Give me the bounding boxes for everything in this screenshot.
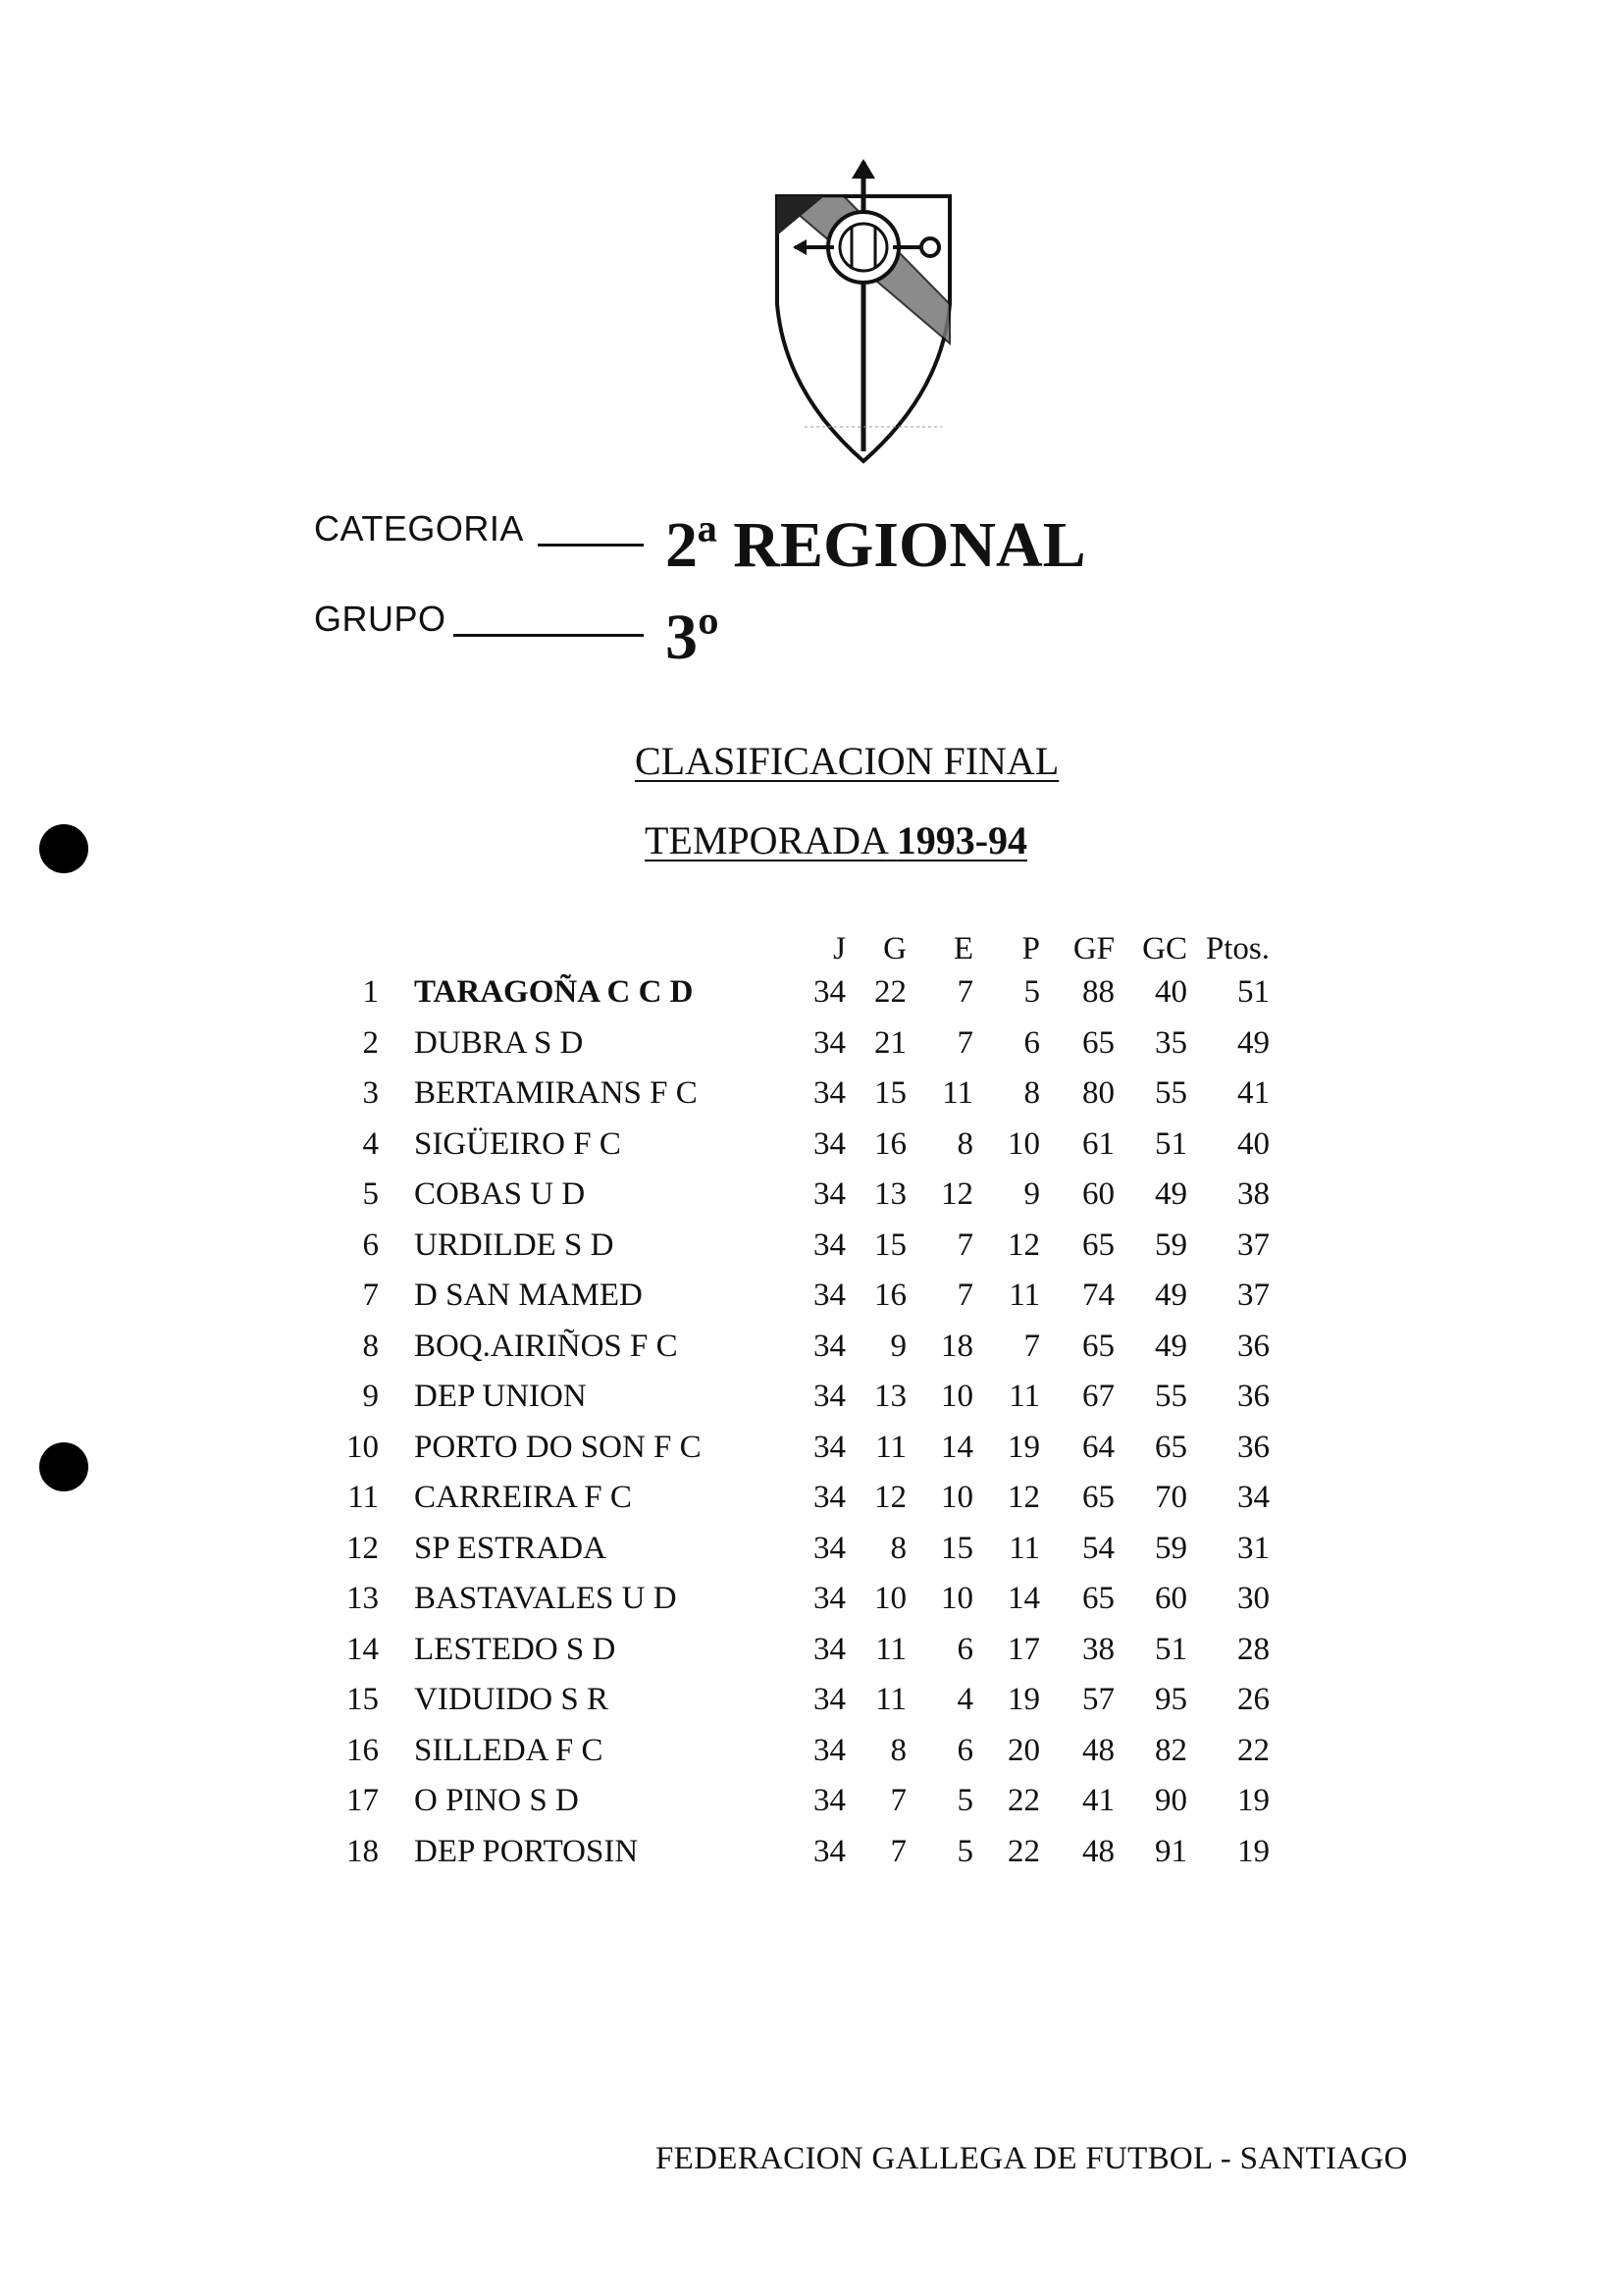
cell-pos: 4 [362,1125,379,1162]
table-row [324,1473,1270,1524]
cell-gc: 55 [1155,1379,1187,1415]
header-team [379,922,787,967]
cell-gc: 51 [1155,1125,1187,1162]
cell-e: 6 [957,1732,973,1768]
cell-team: CARREIRA F C [414,1480,632,1516]
season-heading [645,817,1027,863]
cell-pos: 18 [346,1833,379,1869]
cell-j: 34 [813,1530,846,1566]
cell-e: 8 [957,1125,973,1162]
table-row [324,1726,1270,1777]
table-row [324,1170,1270,1221]
cell-gc: 40 [1155,974,1187,1011]
cell-j: 34 [813,1833,846,1869]
cell-pos: 2 [362,1024,379,1061]
cell-j: 34 [813,1328,846,1364]
cell-gf: 67 [1082,1379,1115,1415]
cell-j: 34 [813,1024,846,1061]
cell-pts: 34 [1237,1480,1270,1516]
cell-j: 34 [813,1075,846,1112]
cell-gc: 91 [1155,1833,1187,1869]
cell-pos: 11 [347,1480,379,1516]
cell-p: 11 [1009,1530,1040,1566]
standings-body [324,967,1270,1877]
cell-p: 22 [1008,1833,1040,1869]
cell-pts: 19 [1237,1783,1270,1819]
cell-g: 13 [874,1379,907,1415]
cell-team: DEP PORTOSIN [414,1833,639,1869]
cell-g: 7 [890,1833,907,1869]
cell-e: 10 [941,1581,973,1617]
standings-table [324,922,1270,1877]
table-row [324,1221,1270,1272]
cell-pos: 17 [346,1783,379,1819]
table-row [324,1524,1270,1575]
cell-g: 7 [890,1783,907,1819]
cell-pts: 51 [1237,974,1270,1011]
header-p: P [1021,931,1040,966]
header-e: E [953,931,973,966]
cell-e: 7 [957,1024,973,1061]
cell-g: 16 [874,1278,907,1314]
cell-gf: 80 [1082,1075,1115,1112]
cell-j: 34 [813,1581,846,1617]
cell-gf: 60 [1082,1176,1115,1213]
cell-team: LESTEDO S D [414,1631,616,1667]
punch-hole-bottom [39,1442,88,1491]
header-pts: Ptos. [1205,931,1270,966]
cell-team: SILLEDA F C [414,1732,603,1768]
cell-pts: 31 [1237,1530,1270,1566]
cell-j: 34 [813,1682,846,1718]
table-header-row [324,922,1270,967]
cell-p: 20 [1008,1732,1040,1768]
cell-pos: 3 [362,1075,379,1112]
cell-e: 4 [957,1682,973,1718]
table-row [324,1625,1270,1676]
header-g: G [883,931,907,966]
cell-e: 12 [941,1176,973,1213]
cell-e: 6 [957,1631,973,1667]
cell-team: BASTAVALES U D [414,1581,677,1617]
table-row [324,1322,1270,1373]
punch-hole-top [39,824,88,873]
cell-p: 9 [1023,1176,1040,1213]
cell-pts: 37 [1237,1278,1270,1314]
cell-p: 10 [1008,1125,1040,1162]
cell-team: PORTO DO SON F C [414,1429,702,1465]
cell-gc: 55 [1155,1075,1187,1112]
footer-text: FEDERACION GALLEGA DE FUTBOL - SANTIAGO [655,2141,1408,2176]
cell-gc: 35 [1155,1024,1187,1061]
cell-pts: 26 [1237,1682,1270,1718]
cell-g: 22 [874,974,907,1011]
table-row [324,967,1270,1018]
cell-g: 11 [875,1631,907,1667]
cell-e: 10 [941,1480,973,1516]
cell-j: 34 [813,1379,846,1415]
cell-gf: 65 [1082,1480,1115,1516]
cell-pts: 36 [1237,1429,1270,1465]
cell-gf: 48 [1082,1732,1115,1768]
cell-pos: 9 [362,1379,379,1415]
cell-gc: 51 [1155,1631,1187,1667]
federation-crest-logo [765,157,962,471]
table-row [324,1827,1270,1878]
table-row [324,1120,1270,1171]
cell-g: 16 [874,1125,907,1162]
cell-gf: 74 [1082,1278,1115,1314]
cell-pos: 13 [346,1581,379,1617]
table-row [324,1675,1270,1726]
cell-gc: 49 [1155,1278,1187,1314]
cell-pts: 37 [1237,1226,1270,1263]
cell-pos: 12 [346,1530,379,1566]
cell-p: 11 [1009,1278,1040,1314]
cell-pos: 16 [346,1732,379,1768]
table-row [324,1574,1270,1625]
cell-j: 34 [813,1278,846,1314]
cell-gc: 59 [1155,1226,1187,1263]
cell-gc: 59 [1155,1530,1187,1566]
cell-pts: 28 [1237,1631,1270,1667]
table-row [324,1776,1270,1827]
cell-team: D SAN MAMED [414,1278,643,1314]
categoria-label: CATEGORIA [314,508,524,548]
cell-g: 12 [874,1480,907,1516]
cell-p: 22 [1008,1783,1040,1819]
cell-e: 7 [957,1226,973,1263]
grupo-rule [453,634,644,637]
cell-team: VIDUIDO S R [414,1682,608,1718]
cell-j: 34 [813,1783,846,1819]
cell-pos: 7 [362,1278,379,1314]
header-gf: GF [1072,931,1115,966]
table-row [324,1018,1270,1070]
cell-pts: 22 [1237,1732,1270,1768]
cell-pts: 36 [1237,1328,1270,1364]
season-value: 1993-94 [896,818,1028,862]
cell-p: 12 [1008,1226,1040,1263]
cell-gf: 38 [1082,1631,1115,1667]
cell-gf: 54 [1082,1530,1115,1566]
cell-pts: 30 [1237,1581,1270,1617]
cell-gc: 60 [1155,1581,1187,1617]
cell-team: URDILDE S D [414,1226,614,1263]
cell-g: 15 [874,1075,907,1112]
table-row [324,1423,1270,1474]
cell-team: BOQ.AIRIÑOS F C [414,1328,678,1364]
cell-gc: 90 [1155,1783,1187,1819]
cell-j: 34 [813,1480,846,1516]
cell-team: DEP UNION [414,1379,587,1415]
categoria-rule [538,544,644,547]
cell-j: 34 [813,1176,846,1213]
cell-pts: 36 [1237,1379,1270,1415]
cell-j: 34 [813,1732,846,1768]
cell-p: 12 [1008,1480,1040,1516]
cell-pos: 10 [346,1429,379,1465]
cell-pts: 40 [1237,1125,1270,1162]
cell-team: COBAS U D [414,1176,586,1213]
cell-g: 11 [875,1429,907,1465]
cell-p: 6 [1023,1024,1040,1061]
cell-gf: 65 [1082,1328,1115,1364]
cell-pts: 19 [1237,1833,1270,1869]
cell-team: SP ESTRADA [414,1530,606,1566]
cell-e: 11 [942,1075,973,1112]
cell-j: 34 [813,1631,846,1667]
cell-team: SIGÜEIRO F C [414,1125,621,1162]
cell-p: 17 [1008,1631,1040,1667]
cell-p: 19 [1008,1682,1040,1718]
cell-pos: 14 [346,1631,379,1667]
cell-gf: 48 [1082,1833,1115,1869]
cell-g: 8 [890,1530,907,1566]
cell-gc: 49 [1155,1176,1187,1213]
cell-pts: 49 [1237,1024,1270,1061]
table-row [324,1271,1270,1322]
cell-p: 19 [1008,1429,1040,1465]
cell-g: 8 [890,1732,907,1768]
header-j: J [833,931,846,966]
cell-gf: 41 [1082,1783,1115,1819]
cell-gf: 61 [1082,1125,1115,1162]
cell-e: 18 [941,1328,973,1364]
grupo-value: 3º [665,601,719,673]
cell-e: 7 [957,1278,973,1314]
cell-j: 34 [813,974,846,1011]
table-row [324,1372,1270,1423]
cell-gf: 65 [1082,1024,1115,1061]
cell-pos: 6 [362,1226,379,1263]
cell-g: 11 [875,1682,907,1718]
header-pos [324,922,379,967]
cell-pts: 38 [1237,1176,1270,1213]
cell-gf: 88 [1082,974,1115,1011]
cell-team: DUBRA S D [414,1024,584,1061]
cell-gc: 65 [1155,1429,1187,1465]
cell-p: 11 [1009,1379,1040,1415]
grupo-label: GRUPO [314,599,446,639]
cell-e: 5 [957,1833,973,1869]
cell-pos: 15 [346,1682,379,1718]
cell-pos: 1 [362,974,379,1011]
categoria-value: 2ª REGIONAL [665,509,1086,581]
cell-p: 8 [1023,1075,1040,1112]
cell-e: 7 [957,974,973,1011]
season-label: TEMPORADA [645,818,887,862]
cell-gc: 70 [1155,1480,1187,1516]
cell-g: 13 [874,1176,907,1213]
table-row [324,1069,1270,1120]
cell-pts: 41 [1237,1075,1270,1112]
cell-gf: 57 [1082,1682,1115,1718]
header-gc: GC [1142,931,1187,966]
cell-j: 34 [813,1429,846,1465]
cell-pos: 5 [362,1176,379,1213]
cell-gc: 82 [1155,1732,1187,1768]
cell-p: 5 [1023,974,1040,1011]
cell-g: 10 [874,1581,907,1617]
cell-j: 34 [813,1226,846,1263]
cell-team: BERTAMIRANS F C [414,1075,698,1112]
cell-e: 15 [941,1530,973,1566]
cell-e: 14 [941,1429,973,1465]
cell-gc: 95 [1155,1682,1187,1718]
cell-p: 14 [1008,1581,1040,1617]
cell-pos: 8 [362,1328,379,1364]
cell-g: 21 [874,1024,907,1061]
cell-j: 34 [813,1125,846,1162]
cell-gf: 65 [1082,1581,1115,1617]
cell-gc: 49 [1155,1328,1187,1364]
cell-gf: 64 [1082,1429,1115,1465]
cell-g: 9 [890,1328,907,1364]
cell-team: O PINO S D [414,1783,579,1819]
page-title: CLASIFICACION FINAL [635,739,1060,783]
cell-p: 7 [1023,1328,1040,1364]
cell-gf: 65 [1082,1226,1115,1263]
cell-e: 10 [941,1379,973,1415]
cell-g: 15 [874,1226,907,1263]
cell-team: TARAGOÑA C C D [414,974,694,1011]
cell-e: 5 [957,1783,973,1819]
